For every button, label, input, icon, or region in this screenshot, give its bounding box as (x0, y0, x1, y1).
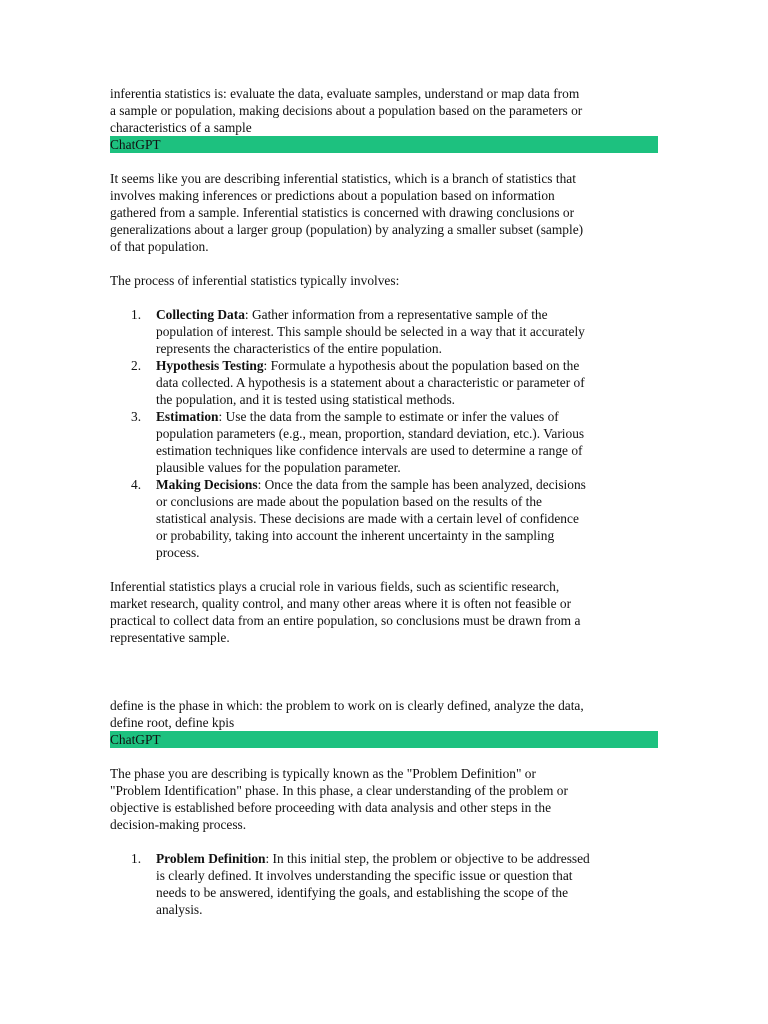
text-line: gathered from a sample. Inferential statistics is concerned with drawing conclusions or (110, 205, 575, 220)
list-number: 2. (131, 358, 142, 373)
response-intro-2 (110, 765, 658, 833)
item-text: population parameters (e.g., mean, proportion, standard deviation, etc.). Various (156, 426, 585, 441)
prompt-line: inferentia statistics is: evaluate the data, evaluate samples, understand or map data from (110, 86, 580, 101)
item-text: analysis. (156, 902, 203, 917)
item-text: or conclusions are made about the population based on the results of the (156, 494, 542, 509)
item-text: or probability, taking into account the inherent uncertainty in the sampling (156, 528, 555, 543)
item-term: Collecting Data (156, 307, 245, 322)
process-heading: The process of inferential statistics typically involves: (110, 273, 400, 288)
chatgpt-bar-1: ChatGPT (110, 136, 658, 153)
list-item (110, 306, 658, 357)
item-text: process. (156, 545, 200, 560)
text-line: Inferential statistics plays a crucial role in various fields, such as scientific research, (110, 579, 560, 594)
text-line: market research, quality control, and many other areas where it is often not feasible or (110, 596, 572, 611)
item-term: Hypothesis Testing (156, 358, 264, 373)
prompt-line: define root, define kpis (110, 715, 235, 730)
item-text: estimation techniques like confidence intervals are used to determine a range of (156, 443, 583, 458)
item-text: : Formulate a hypothesis about the population based on the (263, 358, 580, 373)
list-number: 4. (131, 477, 142, 492)
prompt-line: a sample or population, making decisions about a population based on the parameters or (110, 103, 583, 118)
list-number: 1. (131, 851, 142, 866)
item-text: plausible values for the population parameter. (156, 460, 401, 475)
process-list (110, 306, 658, 561)
item-text: data collected. A hypothesis is a statement about a characteristic or parameter of (156, 375, 585, 390)
item-term: Making Decisions (156, 477, 258, 492)
item-term: Problem Definition (156, 851, 266, 866)
item-text: : Once the data from the sample has been analyzed, decisions (257, 477, 586, 492)
phase-list (110, 850, 658, 918)
item-text: is clearly defined. It involves understanding the specific issue or question that (156, 868, 573, 883)
list-item (110, 850, 658, 918)
response-closing-1 (110, 578, 658, 646)
prompt-line: characteristics of a sample (110, 120, 252, 135)
text-line: The phase you are describing is typically known as the "Problem Definition" or (110, 766, 536, 781)
text-line: generalizations about a larger group (population) by analyzing a smaller subset (sample) (110, 222, 584, 237)
response-intro-1 (110, 170, 658, 255)
list-item (110, 408, 658, 476)
item-text: represents the characteristics of the entire population. (156, 341, 442, 356)
text-line: It seems like you are describing inferential statistics, which is a branch of statistics that (110, 171, 576, 186)
item-text: : Use the data from the sample to estimate or infer the values of (218, 409, 559, 424)
list-number: 1. (131, 307, 142, 322)
text-line: involves making inferences or predictions about a population based on information (110, 188, 555, 203)
text-line: "Problem Identification" phase. In this phase, a clear understanding of the problem or (110, 783, 568, 798)
chatgpt-bar-2: ChatGPT (110, 731, 658, 748)
item-text: needs to be answered, identifying the goals, and establishing the scope of the (156, 885, 569, 900)
item-text: : In this initial step, the problem or objective to be addressed (265, 851, 590, 866)
text-line: practical to collect data from an entire population, so conclusions must be drawn from a (110, 613, 581, 628)
text-line: of that population. (110, 239, 209, 254)
item-text: : Gather information from a representative sample of the (244, 307, 548, 322)
item-text: the population, and it is tested using statistical methods. (156, 392, 456, 407)
item-term: Estimation (156, 409, 219, 424)
document-page (110, 85, 658, 918)
user-prompt-1 (110, 85, 658, 136)
item-text: statistical analysis. These decisions are made with a certain level of confidence (156, 511, 579, 526)
item-text: population of interest. This sample should be selected in a way that it accurately (156, 324, 585, 339)
prompt-line: define is the phase in which: the problem to work on is clearly defined, analyze the data, (110, 698, 584, 713)
text-line: objective is established before proceeding with data analysis and other steps in the (110, 800, 552, 815)
list-number: 3. (131, 409, 142, 424)
list-item (110, 357, 658, 408)
list-item (110, 476, 658, 561)
text-line: representative sample. (110, 630, 230, 645)
user-prompt-2 (110, 697, 658, 731)
text-line: decision-making process. (110, 817, 247, 832)
